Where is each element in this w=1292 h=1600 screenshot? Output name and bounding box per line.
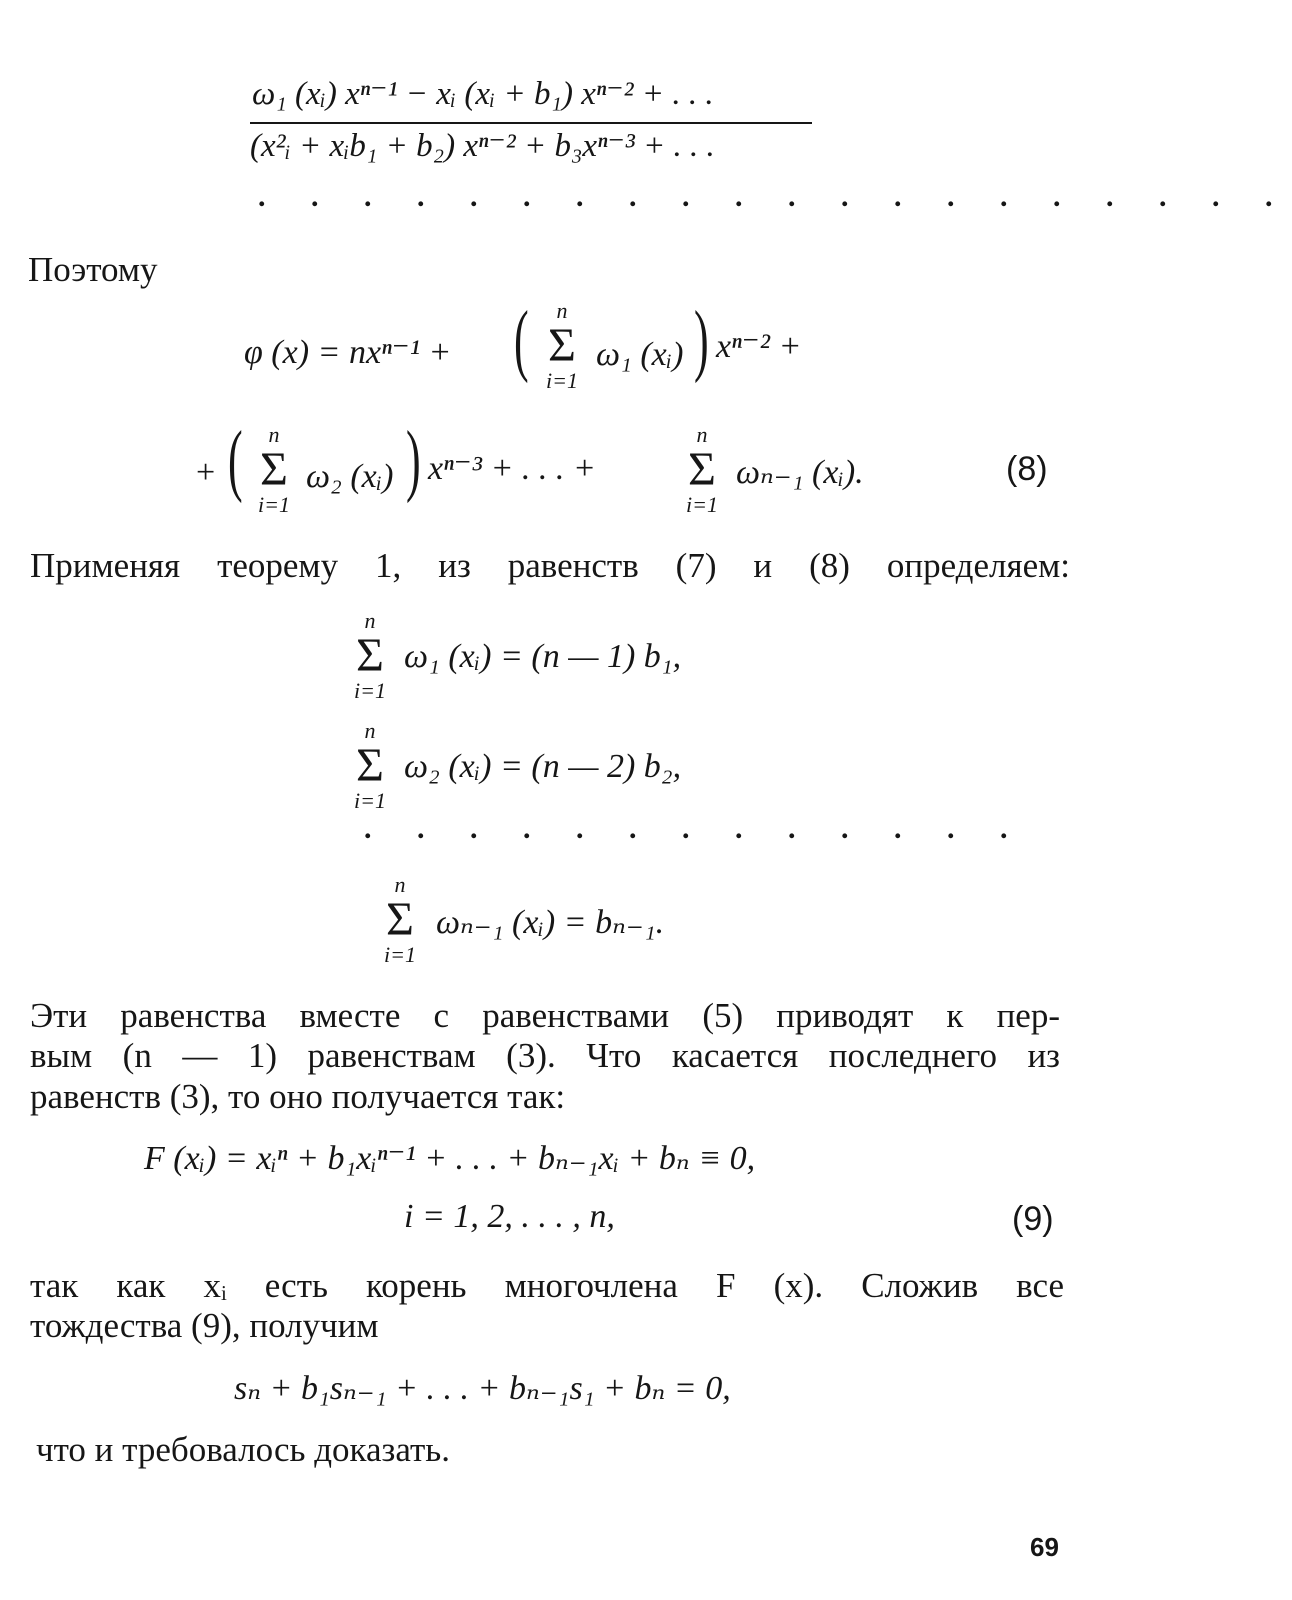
- eq8-sum-2: [248, 424, 300, 516]
- sigma-icon: Σ: [386, 893, 414, 946]
- sigma-icon: Σ: [260, 443, 288, 496]
- sigma-icon: Σ: [356, 629, 384, 682]
- paragraph-line: тождества (9), получим: [30, 1306, 379, 1346]
- sum-block-3-sigma: [374, 874, 426, 966]
- eq9-line2: i = 1, 2, . . . , n,: [404, 1198, 615, 1235]
- sigma-icon: Σ: [688, 443, 716, 496]
- dotted-row-sums: . . . . . . . . . . . . .: [364, 812, 1027, 845]
- eq8-sum-3: [676, 424, 728, 516]
- final-equation: sₙ + b₁sₙ₋₁ + . . . + bₙ₋₁s₁ + bₙ = 0,: [234, 1370, 731, 1407]
- sigma-icon: Σ: [548, 319, 576, 372]
- eq9-line1: F (xᵢ) = xᵢⁿ + b₁xᵢⁿ⁻¹ + . . . + bₙ₋₁xᵢ + bₙ ≡ 0,: [144, 1140, 756, 1177]
- eq8-sum-1: [536, 300, 588, 392]
- dotted-row-top: . . . . . . . . . . . . . . . . . . . .: [258, 180, 1292, 213]
- sigma-icon: Σ: [356, 739, 384, 792]
- paragraph-line: равенств (3), то оно получается так:: [30, 1076, 566, 1116]
- paragraph-these-equalities: [30, 996, 1060, 1117]
- sum-upper-limit: n: [696, 422, 708, 447]
- eq8-line1-term: ω₁ (xᵢ): [596, 336, 684, 373]
- paragraph-line: вым (n — 1) равенствам (3). Что касается последнего из: [30, 1036, 1060, 1076]
- sum-upper-limit: n: [364, 718, 376, 743]
- sum-upper-limit: n: [556, 298, 568, 323]
- eq8-line2-last: ωₙ₋₁ (xᵢ).: [736, 454, 864, 491]
- eq8-left-paren-1: (: [513, 296, 529, 384]
- sum-block-1-sigma: [344, 610, 396, 702]
- sum-block-2-sigma: [344, 720, 396, 812]
- page-number: 69: [1030, 1532, 1059, 1562]
- sum-block-1-term: ω₁ (xᵢ) = (n — 1) b₁,: [404, 638, 682, 675]
- eq9-label: (9): [1012, 1200, 1054, 1238]
- paragraph-since-root: [30, 1266, 1064, 1347]
- sum-lower-limit: i=1: [354, 678, 386, 703]
- paragraph-line: так как xᵢ есть корень многочлена F (x). Сложив все: [30, 1266, 1064, 1305]
- paragraph-apply-theorem: [30, 546, 1070, 586]
- paragraph-line: Эти равенства вместе с равенствами (5) приводят к пер-: [30, 996, 1060, 1035]
- fraction-denominator: (x²ᵢ + xᵢb₁ + b₂) xⁿ⁻² + b₃xⁿ⁻³ + . . .: [250, 128, 715, 164]
- eq8-right-paren-2: ): [405, 416, 421, 504]
- eq8-left-paren-2: (: [227, 416, 243, 504]
- eq8-line2-mid: xⁿ⁻³ + . . . +: [428, 450, 596, 487]
- sum-upper-limit: n: [394, 872, 406, 897]
- sum-lower-limit: i=1: [546, 368, 578, 393]
- fraction-numerator: ω₁ (xᵢ) xⁿ⁻¹ − xᵢ (xᵢ + b₁) xⁿ⁻² + . . .: [252, 76, 714, 112]
- sum-block-3-term: ωₙ₋₁ (xᵢ) = bₙ₋₁.: [436, 904, 665, 941]
- paragraph-line: Применяя теорему 1, из равенств (7) и (8) определяем:: [30, 546, 1070, 585]
- eq8-line1-tail: xⁿ⁻² +: [716, 328, 802, 365]
- sum-lower-limit: i=1: [354, 788, 386, 813]
- eq8-label: (8): [1006, 450, 1048, 488]
- sum-lower-limit: i=1: [686, 492, 718, 517]
- sum-upper-limit: n: [364, 608, 376, 633]
- sum-lower-limit: i=1: [384, 942, 416, 967]
- eq8-line2-term: ω₂ (xᵢ): [306, 458, 394, 495]
- therefore-word: Поэтому: [28, 250, 158, 289]
- fraction-bar: [250, 122, 812, 124]
- eq8-line1-lhs: φ (x) = nxⁿ⁻¹ +: [244, 334, 452, 371]
- eq8-line2-lead: +: [196, 454, 216, 491]
- conclusion-line: что и требовалось доказать.: [36, 1430, 451, 1469]
- sum-upper-limit: n: [268, 422, 280, 447]
- sum-lower-limit: i=1: [258, 492, 290, 517]
- sum-block-2-term: ω₂ (xᵢ) = (n — 2) b₂,: [404, 748, 682, 785]
- eq8-right-paren-1: ): [693, 296, 709, 384]
